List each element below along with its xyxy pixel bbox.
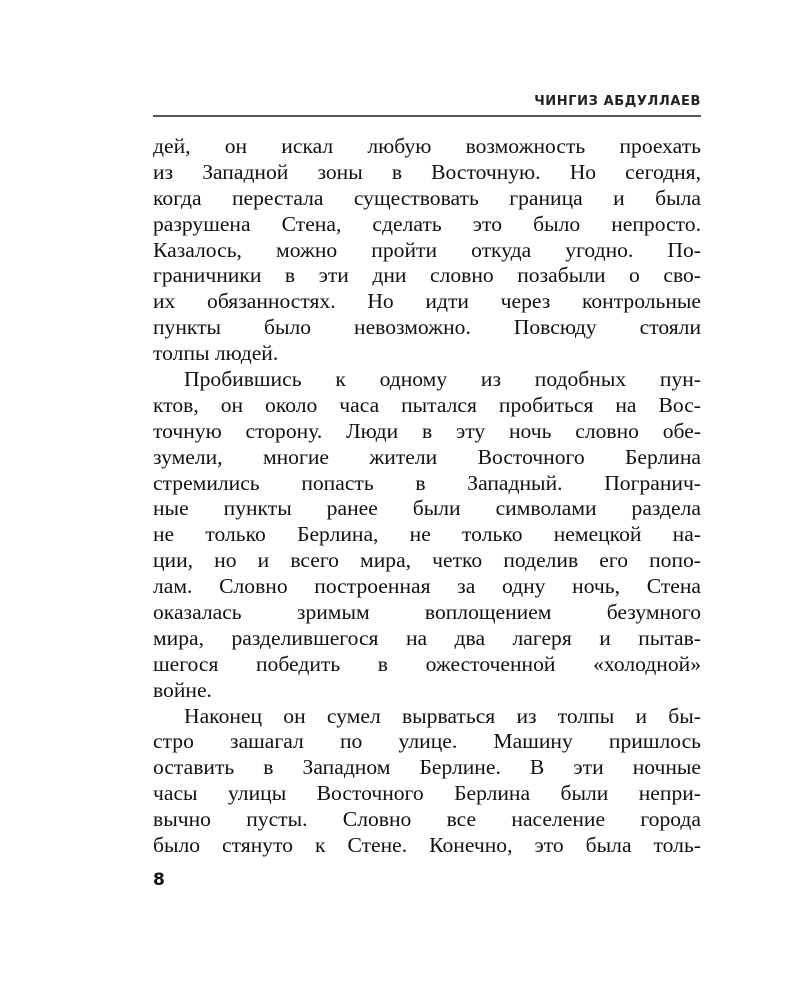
text-line: стро зашагал по улице. Машину пришлось (153, 729, 701, 754)
text-line: ные пункты ранее были символами раздела (153, 496, 701, 521)
page-number: 8 (153, 870, 165, 890)
text-line: шегося победить в ожесточенной «холодной» (153, 651, 701, 676)
text-line: оставить в Западном Берлине. В эти ночные (153, 755, 701, 780)
text-line: толпы людей. (153, 341, 279, 366)
text-line: когда перестала существовать граница и была (153, 185, 701, 210)
text-line: часы улицы Восточного Берлина были непри- (153, 781, 701, 806)
text-line: лам. Словно построенная за одну ночь, Стена (153, 574, 701, 599)
paragraph-start-line: Пробившись к одному из подобных пун- (184, 367, 701, 392)
running-head (153, 95, 701, 117)
paragraph-start-line: Наконец он сумел вырваться из толпы и бы- (184, 703, 701, 728)
text-line: стремились попасть в Западный. Погранич- (153, 470, 701, 495)
text-line: точную сторону. Люди в эту ночь словно обе- (153, 418, 701, 443)
page-body-text (153, 134, 701, 859)
text-line: войне. (153, 677, 212, 702)
author-name: ЧИНГИЗ АБДУЛЛАЕВ (534, 94, 701, 109)
text-line: мира, разделившегося на два лагеря и пытав- (153, 625, 701, 650)
text-line: оказалась зримым воплощением безумного (153, 600, 701, 625)
text-line: ции, но и всего мира, четко поделив его попо- (153, 548, 701, 573)
text-line: вычно пусты. Словно все население города (153, 807, 701, 832)
text-line: было стянуто к Стене. Конечно, это была толь- (153, 833, 701, 858)
text-line: их обязанностях. Но идти через контрольные (153, 289, 701, 314)
text-line: дей, он искал любую возможность проехать (153, 134, 701, 158)
text-line: ктов, он около часа пытался пробиться на Вос- (153, 392, 701, 417)
text-line: из Западной зоны в Восточную. Но сегодня, (153, 159, 701, 184)
text-line: пункты было невозможно. Повсюду стояли (153, 315, 701, 340)
text-line: граничники в эти дни словно позабыли о сво- (153, 263, 701, 288)
text-line: разрушена Стена, сделать это было непросто. (153, 211, 701, 236)
text-line: зумели, многие жители Восточного Берлина (153, 444, 701, 469)
text-line: не только Берлина, не только немецкой на- (153, 522, 701, 547)
text-line: Казалось, можно пройти откуда угодно. По- (153, 237, 701, 262)
